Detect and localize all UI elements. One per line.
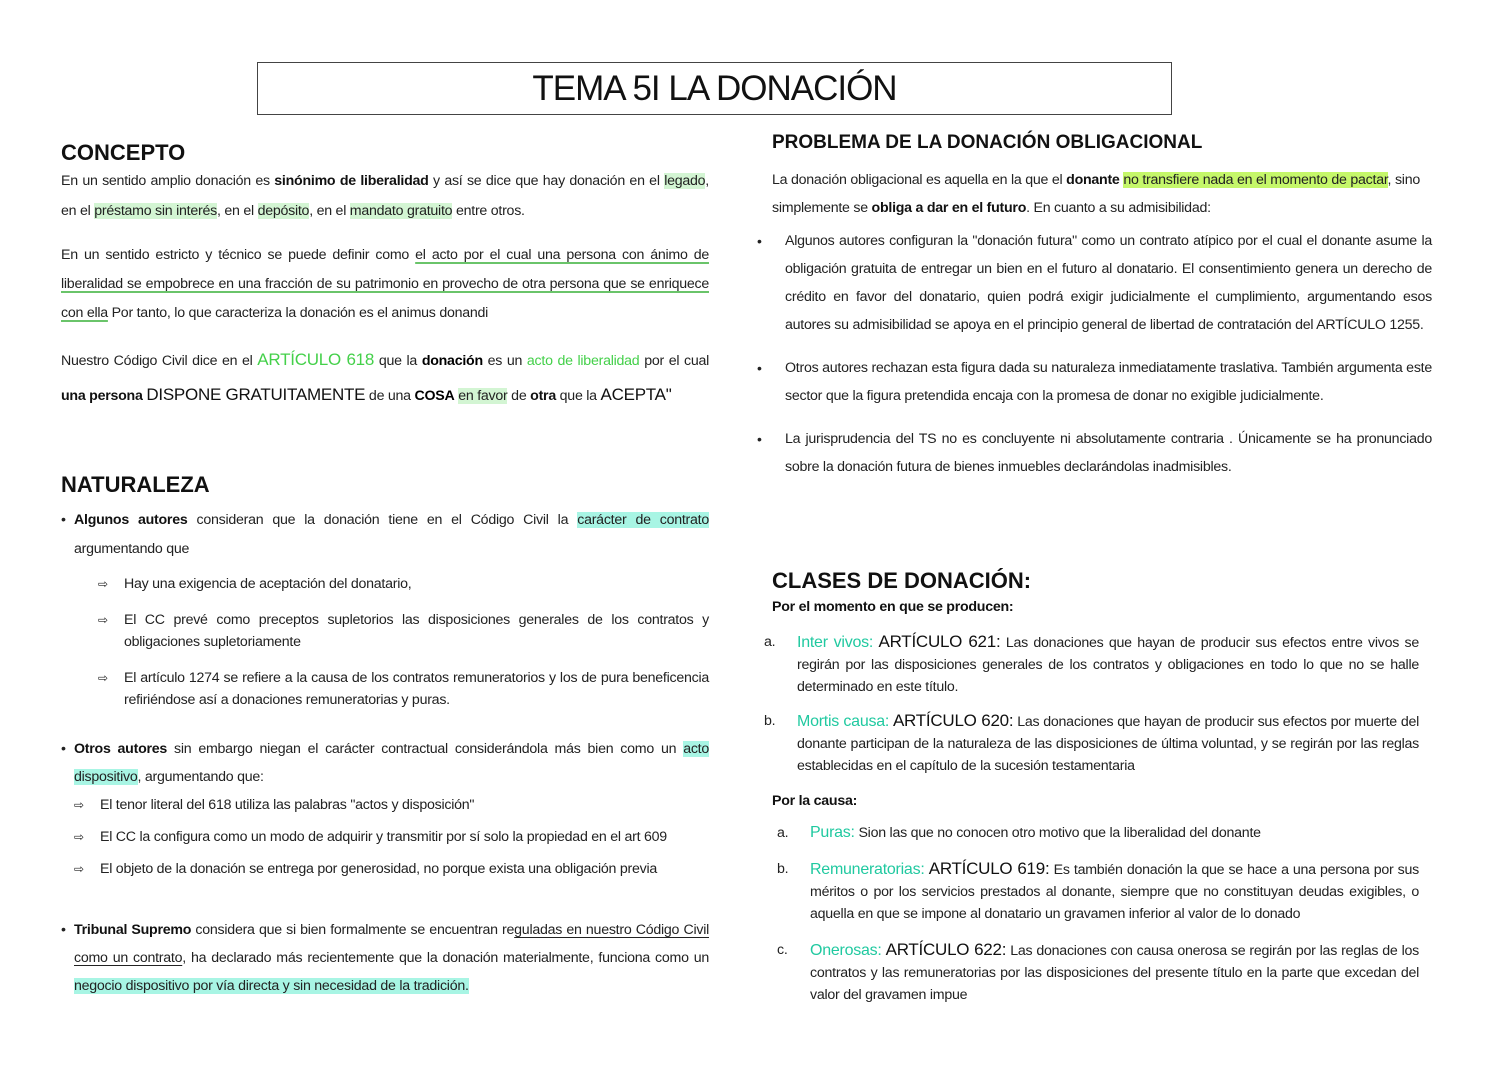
emphasis-text: no transfiere nada en el momento de pactar [1123,172,1388,188]
bullet-icon: • [61,741,66,757]
list-item-text: El objeto de la donación se entrega por generosidad, no porque exista una obligación previa [100,861,657,877]
text-segment: , en el [61,173,709,219]
emphasis-text: una persona [61,388,143,404]
emphasis-text: legado [664,173,706,189]
article-ref: ARTÍCULO 619: [928,859,1050,878]
clase-text [810,939,1419,1006]
list-marker: b. [764,713,776,729]
clases-momento-list [764,631,1419,789]
list-item [74,826,734,848]
text-segment: de una [365,388,415,404]
bullet-text [74,916,709,1000]
heading-naturaleza: NATURALEZA [61,472,210,497]
concepto-paragraph-1 [61,166,709,226]
concepto-paragraph-2 [61,241,709,328]
text-segment: sin embargo niegan el carácter contractual considerándola más bien como un [167,741,684,757]
text-segment: que la [555,388,601,404]
list-item-text: El artículo 1274 se refiere a la causa de los contratos remuneratorios y los de pura beneficencia refiriéndose así a donaciones remuneratorias y puras. [124,670,709,708]
naturaleza-args-1 [98,573,709,725]
list-item [757,354,1432,410]
text-segment: , en el [216,203,258,219]
clase-description: Sion las que no conocen otro motivo que la liberalidad del donante [858,825,1261,841]
clase-text [810,822,1419,844]
list-item-text: Otros autores rechazan esta figura dada su naturaleza inmediatamente traslativa. También argumenta este sector que la figura pretendida encaja con la promesa de donar no exigible judicialmente. [785,360,1432,404]
subheading-causa: Por la causa: [772,793,858,809]
list-item [98,573,709,595]
clase-description: Las donaciones que hayan de producir sus efectos por muerte del donante participan de la naturaleza de las disposiciones de última voluntad, y se regirán por las reglas establecidas en el capítulo de la sucesión testamentaria [797,714,1419,774]
emphasis-text: DISPONE GRATUITAMENTE [146,385,366,404]
arrow-right-icon: ⇨ [74,798,84,812]
text-segment: Nuestro Código Civil dice en el [61,353,258,369]
bullet-icon: • [757,431,762,447]
clases-causa-list [777,822,1419,1020]
clase-description: Las donaciones que hayan de producir sus efectos entre vivos se regirán por las disposiciones generales de los contratos y obligaciones en todo lo que no se halle determinado en este título. [797,635,1419,695]
list-item-text: La jurisprudencia del TS no es concluyente ni absolutamente contraria . Únicamente se ha pronunciado sobre la donación futura de bienes inmuebles declarándolas inadmisibles. [785,431,1432,475]
problema-bullets [757,227,1432,496]
article-ref: ARTÍCULO 621: [878,632,1001,651]
list-item [98,609,709,653]
list-item-text: El CC prevé como preceptos supletorios las disposiciones generales de los contratos y obligaciones supletoriamente [124,612,709,650]
bullet-icon: • [757,360,762,376]
heading-problema: PROBLEMA DE LA DONACIÓN OBLIGACIONAL [772,132,1203,153]
clase-item [777,939,1419,1006]
clase-text [797,710,1419,777]
list-item [757,425,1432,481]
emphasis-text: acto de liberalidad [526,353,640,369]
emphasis-text: préstamo sin interés [94,203,217,219]
emphasis-text: sinónimo de liberalidad [274,173,429,189]
list-marker: a. [764,634,776,650]
text-segment: considera que si bien formalmente se encuentran re [191,922,515,938]
arrow-right-icon: ⇨ [98,613,108,627]
emphasis-text: ARTÍCULO 618 [257,350,375,369]
text-segment: , argumentando que: [137,769,264,785]
text-segment: de [507,388,531,404]
clase-description: Es también donación la que se hace a una persona por sus méritos o por los servicios prestados al donante, siempre que no constituyan deudas exigibles, o aquella en que se impone al donatario un gravamen inferior al valor de lo donado [810,862,1419,922]
list-item-text: Hay una exigencia de aceptación del donatario, [124,576,412,592]
clase-item [777,822,1419,844]
clase-text [810,858,1419,925]
document-title: TEMA 5I LA DONACIÓN [257,62,1172,115]
text-segment: entre otros. [452,203,525,219]
emphasis-text: acto dispositivo [74,741,710,785]
bullet-icon: • [757,233,762,249]
list-item-text: Algunos autores configuran la "donación futura" como un contrato atípico por el cual el donante asume la obligación gratuita de entregar un bien en el futuro al donatario. El consentimiento genera un derecho de crédito en favor del donatario, quien podrá exigir judicialmente el cumplimiento, argumentando esos autores su admisibilidad se apoya en el principio general de libertad de contratación del ARTÍCULO 1255. [785,233,1432,333]
emphasis-text: COSA [414,388,455,404]
emphasis-text: donante [1066,172,1120,188]
clase-name: Mortis causa: [797,713,890,730]
list-item [757,227,1432,339]
arrow-right-icon: ⇨ [74,830,84,844]
arrow-right-icon: ⇨ [98,577,108,591]
list-marker: b. [777,861,789,877]
emphasis-text: el acto por el cual una persona con ánimo de liberalidad se empobrece en una fracción de su patrimonio en provecho de otra persona que se enriquece con ella [61,247,709,321]
text-segment: La donación obligacional es aquella en la que el [772,172,1067,188]
clase-name: Remuneratorias: [810,861,925,878]
heading-clases: CLASES DE DONACIÓN: [772,568,1032,593]
bullet-text [74,735,709,791]
text-segment: , ha declarado más recientemente que la donación materialmente, funciona como un [182,950,709,966]
emphasis-text: carácter de contrato [577,512,709,528]
text-segment: En un sentido estricto y técnico se puede definir como [61,247,416,263]
clase-item [764,710,1419,777]
clase-name: Inter vivos: [797,634,874,651]
list-item [74,794,734,816]
text-segment: Por tanto, lo que caracteriza la donación es el animus donandi [107,305,489,321]
article-ref: ARTÍCULO 620: [892,711,1014,730]
bullet-text [74,506,709,564]
list-marker: a. [777,825,789,841]
text-segment: . En cuanto a su admisibilidad: [1026,200,1211,216]
clase-name: Onerosas: [810,942,882,959]
text-segment: que la [374,353,422,369]
subheading-momento: Por el momento en que se producen: [772,599,1014,615]
text-segment: y así se dice que hay donación en el [428,173,665,189]
emphasis-text: negocio dispositivo por vía directa y sin necesidad de la tradición. [74,978,469,994]
bullet-icon: • [61,922,66,938]
naturaleza-bullet-1 [61,506,709,564]
problema-intro [772,166,1420,222]
emphasis-text: Otros autores [74,741,168,757]
text-segment: es un [482,353,527,369]
list-marker: c. [777,942,788,958]
arrow-right-icon: ⇨ [74,862,84,876]
naturaleza-bullet-2 [61,735,709,791]
clase-text [797,631,1419,698]
emphasis-text: ACEPTA" [600,385,672,404]
concepto-paragraph-3 [61,343,709,413]
text-segment: por el cual [639,353,710,369]
list-item [74,858,734,880]
emphasis-text: mandato gratuito [349,203,453,219]
emphasis-text: donación [421,353,483,369]
clase-item [764,631,1419,698]
list-item-text: El CC la configura como un modo de adquirir y transmitir por sí solo la propiedad en el art 609 [100,829,667,845]
clase-description: Las donaciones con causa onerosa se regirán por las reglas de los contratos y las remuneratorias por las disposiciones del presente título en la parte que excedan del valor del gravamen impue [810,943,1419,1003]
emphasis-text: otra [530,388,556,404]
naturaleza-bullet-3 [61,916,709,1000]
text-segment: En un sentido amplio donación es [61,173,275,189]
list-item [98,667,709,711]
naturaleza-args-2 [74,794,734,890]
heading-concepto: CONCEPTO [61,140,186,165]
emphasis-text: guladas en nuestro Código Civil como un contrato [74,922,709,966]
list-item-text: El tenor literal del 618 utiliza las palabras "actos y disposición" [100,797,475,813]
emphasis-text: obliga a dar en el futuro [871,200,1027,216]
text-segment: argumentando que [74,541,190,557]
emphasis-text: Tribunal Supremo [74,922,192,938]
clase-name: Puras: [810,824,855,841]
emphasis-text: depósito [257,203,310,219]
text-segment: , sino simplemente se [772,172,1420,216]
article-ref: ARTÍCULO 622: [885,940,1007,959]
emphasis-text: en favor [458,388,508,404]
text-segment: consideran que la donación tiene en el Código Civil la [187,512,578,528]
clase-item [777,858,1419,925]
arrow-right-icon: ⇨ [98,671,108,685]
text-segment: , en el [309,203,350,219]
emphasis-text: Algunos autores [74,512,188,528]
bullet-icon: • [61,512,66,528]
